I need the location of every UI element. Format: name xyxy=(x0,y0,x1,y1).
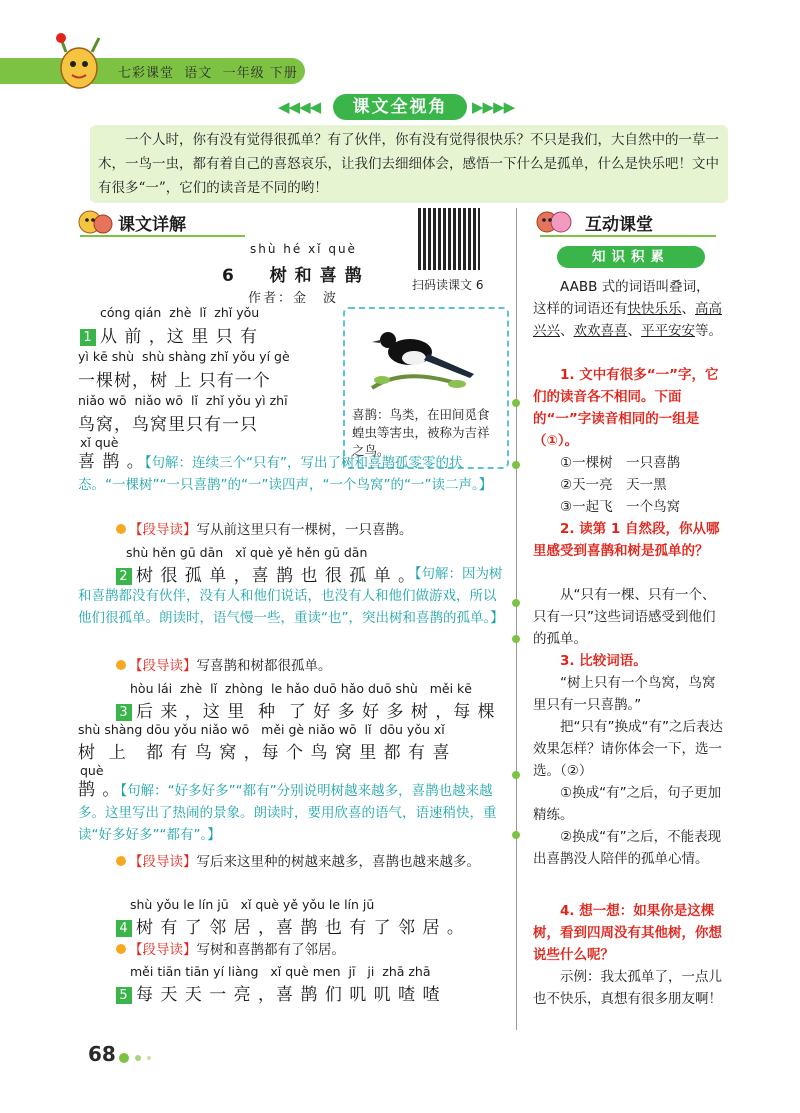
section-underline xyxy=(540,235,716,237)
header-text: 七彩课堂 语文 一年级 下册 xyxy=(118,66,298,81)
answer-3-option-2: ②换成“有”之后，不能表现出喜鹊没人陪伴的孤单心情。 xyxy=(533,829,722,867)
section-title-interactive: 互动课堂 xyxy=(585,215,653,235)
p1-pinyin-1: cóng qián zhè lǐ zhǐ yǒu xyxy=(100,305,260,320)
fruit-mascot-icon xyxy=(76,206,114,236)
paragraph-number: 4 xyxy=(116,920,132,937)
qr-code[interactable] xyxy=(418,208,480,270)
p4-guide: 【段导读】写树和喜鹊都有了邻居。 xyxy=(116,939,506,961)
banner-title: 课文全视角 xyxy=(333,94,467,120)
q1-option-2: ②天一亮 天一黑 xyxy=(560,477,667,493)
question-1: 1. 文中有很多“一”字，它们的读音各不相同。下面的“一”字读音相同的一组是（①）。 xyxy=(533,367,719,449)
column-divider xyxy=(516,208,517,1030)
p3-pinyin-1: hòu lái zhè lǐ zhòng le hǎo duō hǎo duō shù měi kē xyxy=(130,681,472,696)
p2-pinyin-1: shù hěn gū dān xǐ què yě hěn gū dān xyxy=(126,545,368,560)
author: 作者：金 波 xyxy=(248,291,339,306)
qr-caption: 扫码读课文 6 xyxy=(412,278,484,292)
paragraph-number: 1 xyxy=(80,329,96,346)
paragraph-number: 3 xyxy=(116,704,132,721)
connector-icon xyxy=(511,634,521,644)
banner-right-arrows: ▶▶▶▶ xyxy=(472,98,515,116)
answer-4: 示例：我太孤单了，一点儿也不快乐，真想有很多朋友啊！ xyxy=(533,969,722,1007)
p3-pinyin-2: shù shàng dōu yǒu niǎo wō měi gè niǎo wō lǐ dōu yǒu xǐ xyxy=(78,722,445,737)
section-underline xyxy=(80,235,245,237)
p4-line-1: 4 树 有 了 邻 居 ，喜 鹊 也 有 了 邻 居 。 xyxy=(116,913,465,938)
aabb-note: AABB 式的词语叫叠词，这样的词语还有快快乐乐、高高兴兴、欢欢喜喜、平平安安等。 xyxy=(533,279,722,339)
fruit-mascot-icon xyxy=(534,206,574,236)
answer-3-text: 把“只有”换成“有”之后表达效果怎样？请你体会一下，选一选。（②） xyxy=(533,719,723,779)
p1-guide: 【段导读】写从前这里只有一棵树，一只喜鹊。 xyxy=(116,519,506,541)
p4-pinyin-1: shù yǒu le lín jū xǐ què yě yǒu le lín jū xyxy=(130,897,375,912)
intro-box: 一个人时，你有没有觉得很孤单？有了伙伴，你有没有觉得很快乐？不只是我们，大自然中的一草一木，一鸟一虫，都有着自己的喜怒哀乐，让我们去细细体会，感悟一下什么是孤单，什么是快乐吧！文中有很多“一”，它们的读音是不同的哟！ xyxy=(90,125,728,203)
magpie-image xyxy=(362,318,482,398)
section-title-explain: 课文详解 xyxy=(118,215,186,235)
connector-icon xyxy=(511,398,521,408)
guide-icon xyxy=(116,944,126,954)
lesson-number: 6 xyxy=(222,266,242,286)
knowledge-badge: 知识积累 xyxy=(557,246,705,268)
q1-option-1: ①一棵树 一只喜鹊 xyxy=(560,455,681,471)
p1-line-3: 鸟窝，鸟窝里只有一只 xyxy=(78,415,258,435)
question-2: 2. 读第 1 自然段，你从哪里感受到喜鹊和树是孤单的？ xyxy=(533,521,720,559)
p2-guide: 【段导读】写喜鹊和树都很孤单。 xyxy=(116,655,506,677)
p1-line-2: 一棵树，树 上 只有一个 xyxy=(78,371,271,391)
paragraph-number: 5 xyxy=(116,987,132,1004)
lesson-title xyxy=(222,261,370,286)
p1-note: 喜 鹊 。【句解：连续三个“只有”，写出了树和喜鹊孤零零的状态。“一棵树”“一只喜鹊”的“一”读四声，“一个鸟窝”的“一”读二声。】 xyxy=(78,452,493,493)
connector-icon xyxy=(511,830,521,840)
title-pinyin: shù hé xǐ què xyxy=(250,242,357,256)
p2-line-1: 2 树 很 孤 单 ，喜 鹊 也 很 孤 单 。 xyxy=(116,561,416,586)
p2-note: 【句解：因为树和喜鹊都没有伙伴，没有人和他们说话，也没有人和他们做游戏，所以他们很孤单。朗读时，语气慢一些，重读“也”，突出树和喜鹊的孤单。】 xyxy=(78,566,504,626)
connector-icon xyxy=(511,598,521,608)
guide-icon xyxy=(116,660,126,670)
p5-pinyin-1: měi tiān tiān yí liàng xǐ què men jī ji zhā zhā xyxy=(130,964,431,979)
p3-note: 鹊 。【句解：“好多好多”“都有”分别说明树越来越多，喜鹊也越来越多。这里写出了热闹的景象。朗读时，要用欣喜的语气，语速稍快，重读“好多好多”“都有”。】 xyxy=(78,780,497,843)
answer-2: 从“只有一棵、只有一个、只有一只”这些词语感受到他们的孤单。 xyxy=(533,587,716,647)
answer-3-quote: “树上只有一个鸟窝，鸟窝里只有一只喜鹊。” xyxy=(533,675,716,713)
photo-caption: 喜鹊：鸟类，在田间觅食蝗虫等害虫，被称为吉祥之鸟。 xyxy=(352,407,490,458)
p1-pinyin-4: xǐ què xyxy=(80,435,119,450)
lesson-title-text: 树和喜鹊 xyxy=(269,266,370,286)
paragraph-number: 2 xyxy=(116,568,132,585)
connector-icon xyxy=(511,770,521,780)
page-number: 68 xyxy=(88,1042,116,1066)
p1-pinyin-2: yì kē shù shù shàng zhǐ yǒu yí gè xyxy=(78,349,290,364)
guide-icon xyxy=(116,856,126,866)
guide-icon xyxy=(116,524,126,534)
question-3: 3. 比较词语。 xyxy=(560,653,647,669)
connector-icon xyxy=(511,460,521,470)
question-4: 4. 想一想：如果你是这棵树，看到四周没有其他树，你想说些什么呢？ xyxy=(533,903,722,963)
q1-option-3: ③一起飞 一个鸟窝 xyxy=(560,499,681,515)
p1-line-1: 1 从 前 ，这 里 只 有 xyxy=(80,322,258,347)
p3-line-1: 3 后 来 ，这 里 种 了 好 多 好 多 树 ，每 棵 xyxy=(116,697,496,722)
p1-pinyin-3: niǎo wō niǎo wō lǐ zhǐ yǒu yì zhī xyxy=(78,393,288,408)
decorative-dots-icon xyxy=(118,1052,158,1064)
answer-3-option-1: ①换成“有”之后，句子更加精练。 xyxy=(533,785,722,823)
mascot-icon xyxy=(52,30,106,92)
p3-pinyin-3: què xyxy=(80,763,104,778)
p3-line-2: 树 上 都 有 鸟 窝 ，每 个 鸟 窝 里 都 有 喜 xyxy=(78,743,451,763)
p5-line-1: 5 每 天 天 一 亮 ，喜 鹊 们 叽 叽 喳 喳 xyxy=(116,980,440,1005)
banner-left-arrows: ◀◀◀◀ xyxy=(278,98,321,116)
p3-guide: 【段导读】写后来这里种的树越来越多，喜鹊也越来越多。 xyxy=(78,851,506,873)
